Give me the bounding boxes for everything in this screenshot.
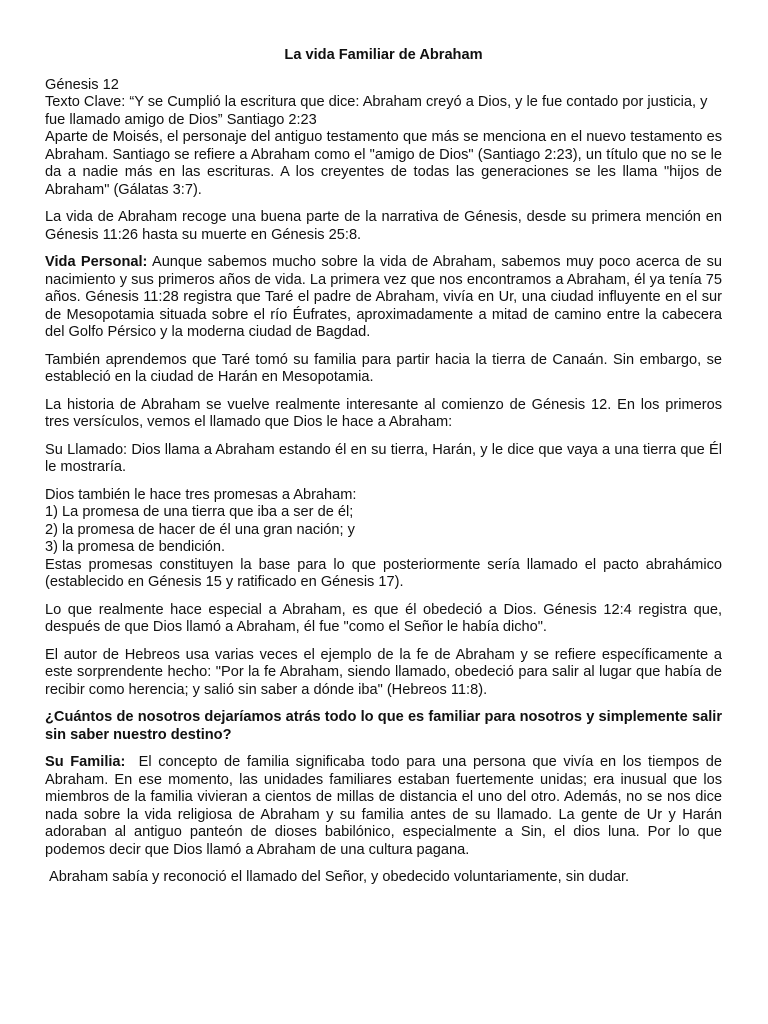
question-paragraph <box>45 709 722 744</box>
paragraph-closing: Abraham sabía y reconoció el llamado del Señor, y obedecido voluntariamente, sin dudar. <box>49 869 630 885</box>
paragraph-hebreos: El autor de Hebreos usa varias veces el ejemplo de la fe de Abraham y se refiere específicamente a este sorprendente hecho: "Por la fe Abraham, siendo llamado, obedeció para salir al lugar que había de recibir como herencia; y salió sin saber a dónde iba" (Hebreos 11:8). <box>45 646 722 698</box>
paragraph-su-familia <box>45 754 727 859</box>
paragraph-intro: Aparte de Moisés, el personaje del antiguo testamento que más se menciona en el nuevo testamento es Abraham. Santiago se refiere a Abraham como el "amigo de Dios" (Santiago 2:23), un título que no se le da a nadie más en las escrituras. A los creyentes de todas las generaciones se les llama "hijos de Abraham" (Gálatas 3:7). <box>45 129 722 198</box>
promises-outro: Estas promesas constituyen la base para lo que posteriormente sería llamado el pacto abrahámico (establecido en Génesis 15 y ratificado en Génesis 17). <box>45 556 722 590</box>
chapter-reference: Génesis 12 <box>45 76 119 93</box>
section-label-su-familia: Su Familia: <box>45 754 126 770</box>
question-text: ¿Cuántos de nosotros dejaríamos atrás todo lo que es familiar para nosotros y simplemente salir sin saber nuestro destino? <box>45 709 722 743</box>
paragraph-genesis-12: La historia de Abraham se vuelve realmente interesante al comienzo de Génesis 12. En los primeros tres versículos, vemos el llamado que Dios le hace a Abraham: <box>45 396 722 430</box>
vida-personal-text: Aunque sabemos mucho sobre la vida de Abraham, sabemos muy poco acerca de su nacimiento y sus primeros años de vida. La primera vez que nos encontramos a Abraham, él ya tenía 75 años. Génesis 11:28 registra que Taré el padre de Abraham, vivía en Ur, una ciudad influyente en el sur de Mesopotamia situada sobre el río Éufrates, aproximadamente a mitad de camino entre la cabecera del Golfo Pérsico y la moderna ciudad de Bagdad. <box>45 254 722 340</box>
section-label-vida-personal: Vida Personal: <box>45 254 148 270</box>
promise-item: 1) La promesa de una tierra que iba a ser de él; <box>45 504 354 520</box>
paragraph-narrative: La vida de Abraham recoge una buena parte de la narrativa de Génesis, desde su primera mención en Génesis 11:26 hasta su muerte en Génesis 25:8. <box>45 209 722 243</box>
promise-item: 3) la promesa de bendición. <box>45 539 226 555</box>
promises-intro: Dios también le hace tres promesas a Abraham: <box>45 486 357 503</box>
document-page <box>45 47 727 897</box>
key-text: Texto Clave: “Y se Cumplió la escritura que dice: Abraham creyó a Dios, y le fue contado por justicia, y fue llamado amigo de Dios” Santiago 2:23 <box>45 94 708 128</box>
su-familia-text: El concepto de familia significaba todo para una persona que vivía en los tiempos de Abraham. En ese momento, las unidades familiares estaban fuertemente unidas; era inusual que los miembros de la familia vivieran a cientos de millas de distancia el uno del otro. Además, no se nos dice nada sobre la vida religiosa de Abraham y su familia antes de su llamado. La gente de Ur y Harán adoraban al antiguo panteón de dioses babilónico, especialmente a Sin, el dios luna. Por lo que podemos decir que Dios llamó a Abraham de una cultura pagana. <box>45 754 727 858</box>
paragraph-canaan: También aprendemos que Taré tomó su familia para partir hacia la tierra de Canaán. Sin embargo, se estableció en la ciudad de Harán en Mesopotamia. <box>45 351 722 385</box>
promise-item: 2) la promesa de hacer de él una gran nación; y <box>45 521 355 538</box>
paragraph-obediencia: Lo que realmente hace especial a Abraham, es que él obedeció a Dios. Génesis 12:4 registra que, después de que Dios llamó a Abraham, él fue "como el Señor le había dicho". <box>45 601 722 635</box>
paragraph-vida-personal <box>45 254 722 342</box>
paragraph-llamado: Su Llamado: Dios llama a Abraham estando él en su tierra, Harán, y le dice que vaya a una tierra que Él le mostraría. <box>45 441 722 475</box>
document-title: La vida Familiar de Abraham <box>284 47 483 63</box>
promises-block <box>45 487 722 592</box>
header-block <box>45 77 722 130</box>
